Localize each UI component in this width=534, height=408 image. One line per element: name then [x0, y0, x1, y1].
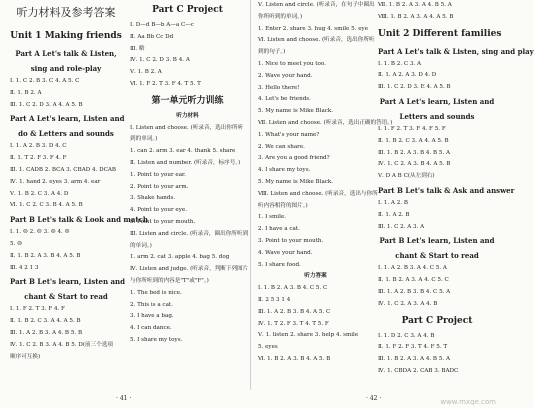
text-line: 3. Are you a good friend? [258, 155, 330, 162]
text-line: Ⅴ. Listen and circle. (听录音，在句子中圈出 [258, 2, 375, 8]
text-line: Ⅳ. 1. C 2. A 3. A 4. B [378, 300, 438, 307]
text-line: 2. Point to your arm. [130, 183, 189, 190]
text-line: 3. Shake hands. [130, 195, 176, 202]
text-line: Ⅳ. 1. CBDA 2. CAB 3. BADC [378, 367, 459, 374]
text-line: Ⅰ. 1. ☺ 2. ☹ 3. ☺ 4. ☹ [10, 229, 70, 236]
text-line: Ⅲ. 1. C 2. D 3. A 4. A 5. B [10, 101, 83, 108]
text-line: Ⅵ. 1. F 2. T 3. F 4. T 5. T [130, 80, 201, 87]
text-line: 你所听到的单词。) [258, 13, 303, 20]
text-line: Ⅱ. 1. B 2. A 3. B 4. A 5. B [10, 252, 81, 259]
text-line: 1. arm 2. cat 3. apple 4. bag 5. dog [130, 254, 230, 261]
text-line: 1. What's your name? [258, 131, 320, 138]
text-line: 5. Point to your mouth. [130, 218, 196, 225]
text-line: Ⅲ. 1. B 2. A 3. A 4. B 5. A [378, 356, 450, 363]
text-line: 顺序可互换) [10, 353, 41, 360]
text-line: 1. Point to your ear. [130, 171, 186, 178]
text-line: 3. I have a bag. [130, 313, 174, 320]
text-line: Ⅱ. 2 5 3 1 4 [258, 296, 291, 303]
left-page [0, 0, 250, 380]
section-heading: Part C Project [152, 5, 223, 15]
section-heading: Unit 2 Different families [378, 28, 502, 39]
section-heading: Part B Let's learn, Listen and [10, 277, 126, 287]
text-line: Ⅴ. 1. listen 2. share 3. help 4. smile [258, 332, 359, 339]
text-line: Ⅱ. Aa Bb Cc Dd [130, 33, 174, 40]
text-line: 5. My name is Mike Black. [258, 108, 334, 115]
text-line: Ⅱ. 1. B 2. A [10, 89, 42, 96]
text-line: 5. ☺ [10, 240, 23, 247]
text-line: 2. This is a cat. [130, 301, 173, 308]
text-line: 4. I can dance. [130, 325, 172, 332]
section-heading: sing and role-play [30, 64, 102, 73]
text-line: Ⅴ. 1. B 2. A [130, 69, 162, 76]
text-line: 1. can 2. arm 3. ear 4. thank 5. share [130, 148, 236, 155]
text-line: 4. Let's be friends. [258, 96, 311, 103]
text-line: 5. eyes [258, 344, 278, 351]
text-line: Ⅳ. 1. C 2. A 3. B 4. A 5. B [378, 161, 451, 168]
text-line: 与你所听到的内容是"T"或"F"。) [130, 277, 209, 284]
text-line: 2. Wave your hand. [258, 72, 313, 79]
text-line: 4. Point to your eye. [130, 207, 187, 214]
text-line: 4. Wave your hand. [258, 249, 313, 256]
text-line: Ⅲ. 1. A 2. B 3. B 4. C 5. A [378, 288, 451, 295]
text-line: Ⅵ. Listen and choose. (听录音，选出你所听 [258, 37, 375, 44]
text-line: 1. I smile. [258, 214, 286, 221]
text-line: Ⅱ. 1. B 2. A 3. A 4. C 5. C [378, 277, 449, 284]
text-line: Ⅲ. 略 [130, 45, 145, 52]
text-line: Ⅱ. 1. T 2. F 3. F 4. F [10, 155, 67, 162]
section-heading: Part A Let's talk & Listen, [15, 49, 117, 58]
text-line: Ⅰ. 1. A 2. B [378, 199, 408, 206]
section-heading: 听力答案 [304, 273, 327, 280]
section-heading: 听力材料 [176, 112, 199, 119]
text-line: 到的单词。) [130, 136, 158, 143]
text-line: Ⅵ. 1. B 2. A 3. B 4. A 5. B [258, 355, 331, 362]
text-line: Ⅰ. 1. D 2. C 3. A 4. B [378, 332, 435, 339]
text-line: Ⅲ. 1. C 2. D 3. E 4. A 5. B [378, 84, 451, 91]
section-heading: chant & Start to read [395, 251, 479, 261]
text-line: Ⅷ. Listen and choose. (听录音，选出与你所 [258, 190, 378, 197]
section-heading: Part A Let's talk & Listen, sing and play [378, 46, 534, 56]
section-heading: 第一单元听力训练 [151, 95, 224, 106]
text-line: Ⅳ. 1. C 2. D 3. B 4. A [130, 57, 190, 64]
text-line: Ⅷ. 1. B 2. A 3. A 4. A 5. B [378, 13, 454, 20]
text-line: Ⅶ. Listen and choose. (听录音，选出正确的答语。) [258, 119, 393, 126]
text-line: Ⅲ. 1. A 2. B 3. A 4. B 5. B [10, 329, 83, 336]
section-heading: Part B Let's talk & Look and match [10, 215, 148, 225]
text-line: 2. We can share. [258, 143, 305, 150]
right-page [252, 0, 534, 380]
text-line: Ⅲ. 1. A 2. B 3. B 4. A 5. C [258, 308, 331, 315]
text-line: 5. My name is Mike Black. [258, 178, 334, 185]
left-page-number: · 41 · [116, 395, 132, 402]
text-line: Ⅰ. 1. F 2. T 3. F 4. F [10, 306, 65, 313]
watermark-text: www.mxqe.com [440, 398, 496, 406]
section-heading: do & Letters and sounds [18, 129, 114, 139]
text-line: Ⅱ. 1. B 2. C 3. A 4. A 5. B [10, 318, 81, 325]
text-line: Ⅰ. 1. C 2. B 3. C 4. A 5. C [10, 78, 80, 84]
text-line: Ⅳ. 1. T 2. F 3. T 4. T 5. F [258, 320, 329, 327]
text-line: Ⅰ. 1. B 2. A 3. B 4. C 5. C [258, 285, 328, 292]
text-line: Ⅰ. 1. A 2. B 3. A 4. C 5. A [378, 265, 447, 272]
section-heading: Unit 1 Making friends [10, 31, 122, 41]
text-line: Ⅲ. 4 2 1 3 [10, 264, 39, 271]
page-divider [250, 0, 251, 390]
column-2 [130, 0, 249, 380]
text-line: Ⅵ. 1. C 2. C 3. B 4. A 5. B [10, 202, 83, 209]
section-heading: Part B Let's learn, Listen and [379, 236, 495, 246]
section-heading: Part A Let's learn, Listen and [379, 96, 495, 106]
text-line: 5. I share my toys. [130, 336, 183, 343]
text-line: 1. Nice to meet you too. [258, 60, 326, 67]
text-line: Ⅲ. Listen and circle. (听录音，圈出你所听到 [130, 230, 249, 237]
text-line: 3. Hello there! [258, 84, 300, 91]
text-line: 3. Point to your mouth. [258, 237, 324, 244]
text-line: 2. I have a cat. [258, 226, 300, 233]
text-line: 4. I share my toys. [258, 167, 311, 174]
text-line: Ⅰ. D—d B—b A—a C—c [130, 22, 195, 28]
text-line: Ⅳ. Listen and judge. (听录音，判断下列图片 [130, 266, 249, 273]
text-line: Ⅱ. Listen and number. (听录音，标序号。) [130, 159, 241, 166]
right-page-number: · 42 · [366, 395, 382, 402]
text-line: Ⅳ. 1. hand 2. eyes 3. arm 4. ear [10, 178, 101, 185]
text-line: Ⅶ. 1. B 2. A 3. A 4. B 5. A [378, 2, 452, 8]
text-line: Ⅲ. 1. B 2. A 3. B 4. B 5. A [378, 149, 451, 156]
section-heading: chant & Start to read [24, 292, 108, 302]
text-line: Ⅳ. 1. C 2. B 3. A 4. B 5. D(前三个选项 [10, 341, 114, 348]
text-line: 1. The bed is nice. [130, 289, 182, 296]
text-line: Ⅴ. 1. B 2. C 3. A 4. D [10, 190, 69, 197]
text-line: 的单词。) [130, 242, 152, 249]
text-line: Ⅰ. 1. B 2. C 3. A [378, 60, 422, 67]
section-heading: Part B Let's talk & Ask and answer [378, 185, 515, 195]
text-line: Ⅰ. Listen and choose. (听录音，选出你所听 [130, 124, 244, 131]
section-heading: Part A Let's learn, Listen and [10, 114, 125, 124]
text-line: 5. I share food. [258, 261, 301, 268]
column-4 [378, 0, 534, 380]
text-line: Ⅲ. 1. C 2. A 3. A [378, 223, 425, 230]
text-line: Ⅱ. 1. B 2. C 3. A 4. A 5. B [378, 137, 449, 144]
text-line: 听内容相符的图片。) [258, 202, 308, 209]
text-line: Ⅱ. 1. A 2. B [378, 211, 410, 218]
section-heading: Part C Project [401, 315, 473, 326]
text-line: Ⅱ. 1. A 2. A 3. D 4. D [378, 72, 437, 79]
text-line: Ⅲ. 1. CADB 2. BCA 3. CBAD 4. DCAB [10, 166, 117, 173]
text-line: Ⅴ. D A B C(从左到右) [378, 173, 435, 180]
section-heading: Letters and sounds [399, 111, 475, 121]
text-line: Ⅰ. 1. F 2. T 3. F 4. F 5. F [378, 125, 446, 132]
text-line: 1. Enter 2. share 3. hug 4. smile 5. eye [258, 25, 369, 32]
column-3 [258, 0, 393, 380]
text-line: Ⅱ. 1. F 2. F 3. T 4. F 5. T [378, 344, 448, 351]
section-heading: 听力材料及参考答案 [16, 6, 116, 19]
text-line: 到的句子。) [258, 49, 286, 56]
text-line: Ⅰ. 1. A 2. B 3. D 4. C [10, 143, 67, 150]
